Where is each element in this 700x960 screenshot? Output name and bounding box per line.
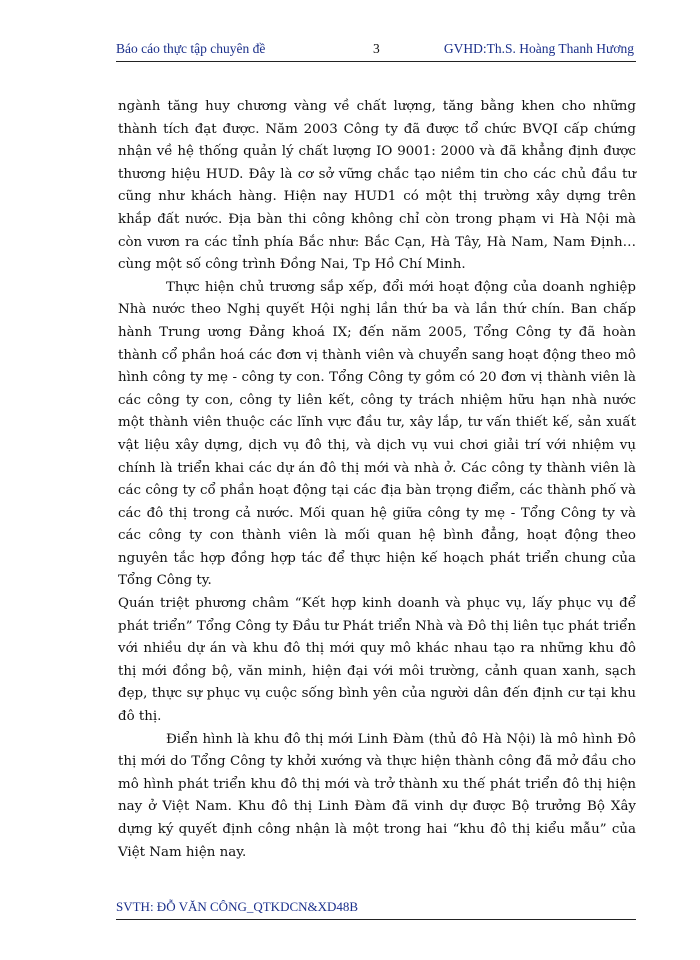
paragraph-restructuring: Thực hiện chủ trương sắp xếp, đổi mới hoạt động của doanh nghiệp Nhà nước theo Nghị quyết Hội nghị lần thứ ba và lần thứ chín. Ban chấp hành Trung ương Đảng khoá IX; đến năm 2005, Tổng Công ty đã hoàn thành cổ phần hoá các đơn vị thành viên và chuyển sang hoạt động theo mô hình công ty mẹ - công ty con. Tổng Công ty gồm có 20 đơn vị thành viên là các công ty con, công ty liên kết, công ty trách nhiệm hữu hạn nhà nước một thành viên thuộc các lĩnh vực đầu tư, xây lắp, tư vấn thiết kế, sản xuất vật liệu xây dựng, dịch vụ đô thị, và dịch vụ vui chơi giải trí với nhiệm vụ chính là triển khai các dự án đô thị mới và nhà ở. Các công ty thành viên là các công ty cổ phần hoạt động tại các địa bàn trọng điểm, các thành phố và các đô thị trong cả nước. Mối quan hệ giữa công ty mẹ - Tổng Công ty và các công ty con thành viên là mối quan hệ bình đẳng, hoạt động theo nguyên tắc hợp đồng hợp tác để thực hiện kế hoạch phát triển chung của Tổng Công ty. [118, 279, 636, 589]
page-header [116, 41, 636, 62]
report-title: Báo cáo thực tập chuyên đề [116, 41, 266, 56]
page-number: 3 [373, 41, 380, 56]
student-name: SVTH: ĐỖ VĂN CÔNG_QTKDCN&XD48B [116, 899, 359, 914]
advisor-name: GVHD:Th.S. Hoàng Thanh Hương [443, 41, 634, 56]
paragraph-linh-dam: Điển hình là khu đô thị mới Linh Đàm (thủ đô Hà Nội) là mô hình Đô thị mới do Tổng Công ty khởi xướng và thực hiện thành công đã mở đầu cho mô hình phát triển khu đô thị mới và trở thành xu thế phát triển đô thị hiện nay ở Việt Nam. Khu đô thị Linh Đàm đã vinh dự được Bộ trưởng Bộ Xây dựng ký quyết định công nhận là một trong hai “khu đô thị kiểu mẫu” của Việt Nam hiện nay. [118, 731, 636, 860]
paragraph-motto: Quán triệt phương châm “Kết hợp kinh doanh và phục vụ, lấy phục vụ để phát triển” Tổng Công ty Đầu tư Phát triển Nhà và Đô thị liên tục phát triển với nhiều dự án và khu đô thị mới quy mô khác nhau tạo ra những khu đô thị mới đồng bộ, văn minh, hiện đại với môi trường, cảnh quan xanh, sạch đẹp, thực sự phục vụ cuộc sống bình yên của người dân đến định cư tại khu đô thị. [118, 596, 636, 725]
paragraph-continued: ngành tăng huy chương vàng về chất lượng, tăng bằng khen cho những thành tích đạt được. Năm 2003 Công ty đã được tổ chức BVQI cấp chứng nhận về hệ thống quản lý chất lượng IO 9001: 2000 và đã khẳng định được thương hiệu HUD. Đây là cơ sở vững chắc tạo niềm tin cho các chủ đầu tư cũng như khách hàng. Hiện nay HUD1 có một thị trường xây dựng trên khắp đất nước. Địa bàn thi công không chỉ còn trong phạm vi Hà Nội mà còn vươn ra các tỉnh phía Bắc như: Bắc Cạn, Hà Tây, Hà Nam, Nam Định… cùng một số công trình Đồng Nai, Tp Hồ Chí Minh. [118, 99, 636, 273]
document-body [118, 96, 636, 864]
page-footer [116, 899, 636, 920]
